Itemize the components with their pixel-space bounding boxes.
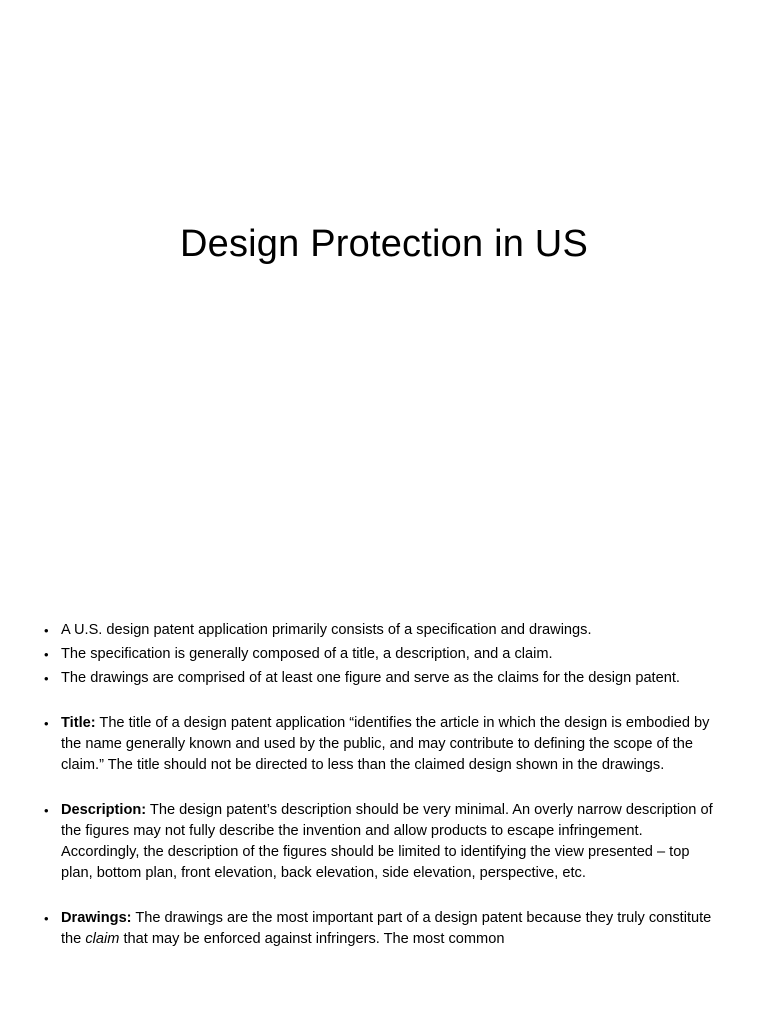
bullet-lead: Drawings: (61, 910, 132, 926)
bullet-icon: • (44, 647, 49, 662)
bullet-text: that may be enforced against infringers. The most common (119, 931, 505, 947)
bullet-item (44, 644, 724, 665)
bullet-text: The title of a design patent application “identifies the article in which the design is embodied by the name generally known and used by the public, and may contribute to defining the scope of the claim.” The title should not be directed to less than the claimed design shown in the drawings. (61, 715, 710, 773)
bullet-text: The design patent’s description should be very minimal. An overly narrow description of the figures may not fully describe the invention and allow products to escape infringement. Accordingly, the description of the figures should be limited to identifying the view presented – top plan, bottom plan, front elevation, back elevation, side elevation, perspective, etc. (61, 802, 713, 881)
bullet-icon: • (44, 911, 49, 926)
bullet-text: The drawings are comprised of at least one figure and serve as the claims for the design patent. (61, 670, 680, 686)
bullet-icon: • (44, 671, 49, 686)
bullet-icon: • (44, 716, 49, 731)
bullet-list (44, 620, 724, 953)
bullet-item (44, 668, 724, 689)
bullet-text: A U.S. design patent application primarily consists of a specification and drawings. (61, 622, 592, 638)
slide-title: Design Protection in US (179, 223, 589, 265)
bullet-text: The specification is generally composed of a title, a description, and a claim. (61, 646, 553, 662)
bullet-text: The drawings are the most important part of a design patent because they truly constitute the (61, 910, 712, 947)
bullet-item (44, 620, 724, 641)
bullet-lead: Title: (61, 715, 96, 731)
bullet-item-description (44, 800, 724, 884)
bullet-icon: • (44, 623, 49, 638)
bullet-emphasis: claim (85, 931, 120, 947)
bullet-item-drawings (44, 908, 724, 950)
bullet-icon: • (44, 803, 49, 818)
bullet-item-title (44, 713, 724, 776)
bullet-lead: Description: (61, 802, 147, 818)
